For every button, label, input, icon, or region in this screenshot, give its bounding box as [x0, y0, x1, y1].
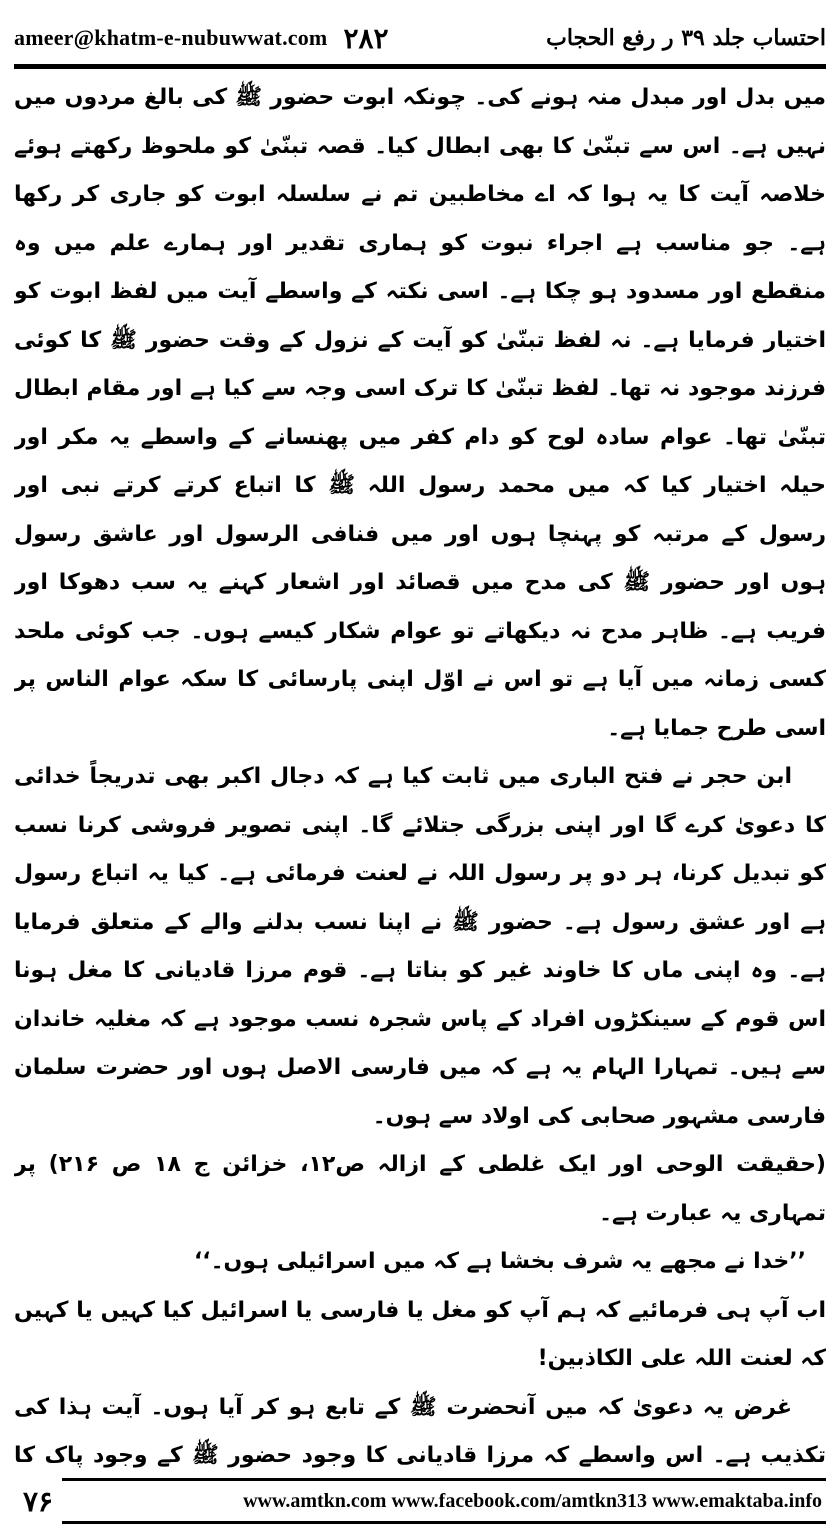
page-header	[14, 18, 826, 58]
header-book-title: احتساب جلد ۳۹ ر رفع الحجاب	[546, 25, 826, 51]
footer-page-number: ۷۶	[22, 1484, 54, 1518]
quotation: ’’خدا نے مجھے یہ شرف بخشا ہے کہ میں اسرائیلی ہوں۔‘‘	[193, 1249, 806, 1274]
header-left	[14, 22, 389, 55]
paragraph: میں بدل اور مبدل منہ ہونے کی۔ چونکہ ابوت حضور ﷺ کی بالغ مردوں میں نہیں ہے۔ اس سے تبنّیٰ کا بھی ابطال کیا۔ قصہ تبنّیٰ کو ملحوظ رکھتے ہوئے خلاصہ آیت کا یہ ہوا کہ اے مخاطبین تم نے سلسلہ ابوت کو جاری کر رکھا ہے۔ جو مناسب ہے اجراء نبوت کو ہماری تقدیر اور ہمارے علم میں وہ منقطع اور مسدود ہو چکا ہے۔ اسی نکتہ کے واسطے آیت میں لفظ ابوت کو اختیار فرمایا ہے۔ نہ لفظ تبنّیٰ کو آیت کے نزول کے وقت حضور ﷺ کا کوئی فرزند موجود نہ تھا۔ لفظ تبنّیٰ کا ترک اسی وجہ سے کیا ہے اور مقام ابطال تبنّیٰ تھا۔ عوام سادہ لوح کو دام کفر میں پھنسانے کے واسطے یہ مکر اور حیلہ اختیار کیا کہ میں محمد رسول اللہ ﷺ کا اتباع کرتے کرتے نبی اور رسول کے مرتبہ کو پہنچا ہوں اور میں فنافی الرسول اور عاشق رسول ہوں اور حضور ﷺ کی مدح میں قصائد اور اشعار کہنے یہ سب دھوکا اور فریب ہے۔ ظاہر مدح نہ دیکھاتے تو عوام شکار کیسے ہوں۔ جب کوئی ملحد کسی زمانہ میں آیا ہے تو اس نے اوّل اپنی پارسائی کا سکہ عوام الناس پر اسی طرح جمایا ہے۔	[14, 85, 826, 741]
header-rule	[14, 64, 826, 69]
body-text	[14, 74, 826, 1469]
citation: (حقیقت الوحی اور ایک غلطی کے ازالہ ص۱۲، خزائن ج ۱۸ ص ۲۱۶) پر تمہاری یہ عبارت ہے۔	[14, 1152, 826, 1226]
header-email[interactable]: ameer@khatm-e-nubuwwat.com	[14, 25, 328, 50]
paragraph: غرض یہ دعویٰ کہ میں آنحضرت ﷺ کے تابع ہو کر آیا ہوں۔ آیت ہذا کی تکذیب ہے۔ اس واسطے کہ مرزا قادیانی کا وجود حضور ﷺ کے وجود پاک کا	[14, 1394, 826, 1468]
paragraph: ابن حجر نے فتح الباری میں ثابت کیا ہے کہ دجال اکبر بھی تدریجاً خدائی کا دعویٰ کرے گا اور اپنی بزرگی جتلائے گا۔ اپنی تصویر فروشی کرنا نسب کو تبدیل کرنا، ہر دو پر رسول اللہ نے لعنت فرمائی ہے۔ کیا یہ اتباع رسول ہے اور عشق رسول ہے۔ حضور ﷺ نے اپنا نسب بدلنے والے کے متعلق فرمایا ہے۔ وہ اپنی ماں کا خاوند غیر کو بناتا ہے۔ قوم مرزا قادیانی کا مغل ہونا اس قوم کے سینکڑوں افراد کے پاس شجرہ نسب موجود ہے کہ مغلیہ خاندان سے ہیں۔ تمہارا الہام یہ ہے کہ میں فارسی الاصل ہوں اور حضرت سلمان فارسی مشہور صحابی کی اولاد سے ہوں۔	[14, 764, 826, 1129]
footer-bar	[62, 1478, 826, 1524]
footer-links[interactable]: www.amtkn.com www.facebook.com/amtkn313 www.emaktaba.info	[243, 1489, 822, 1512]
paragraph: اب آپ ہی فرمائیے کہ ہم آپ کو مغل یا فارسی یا اسرائیل کیا کہیں یا کہیں کہ لعنت اللہ علی الکاذبین!	[14, 1297, 826, 1371]
header-page-number: ۲۸۲	[343, 21, 389, 55]
page-footer	[14, 1476, 826, 1526]
